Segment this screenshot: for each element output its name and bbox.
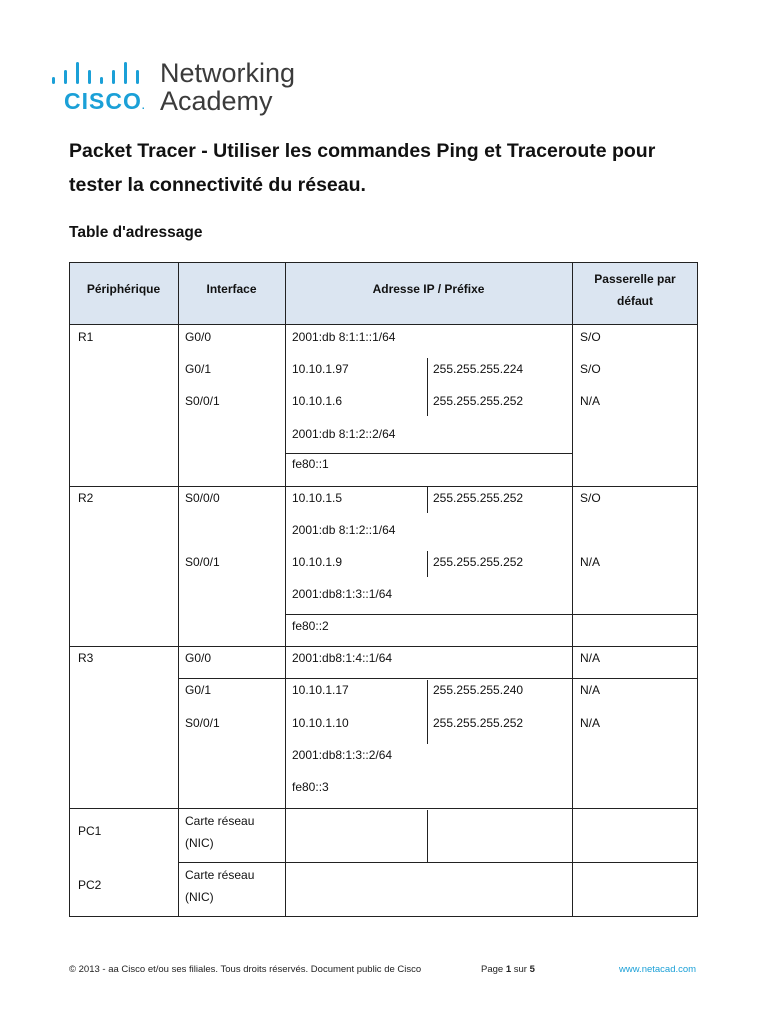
section-title: Table d'adressage bbox=[69, 224, 203, 241]
logo-academy-text: Academy bbox=[160, 86, 273, 116]
header-device: Périphérique bbox=[86, 282, 161, 296]
logo-networking-text: Networking bbox=[160, 58, 296, 88]
footer-website-link[interactable]: www.netacad.com bbox=[619, 964, 697, 975]
footer-page-number: Page 1 sur 5 bbox=[481, 964, 535, 975]
addressing-table: Périphérique Interface Adresse IP / Préfixe Passerelle par défaut R1 G0/0 2001:db 8:1:1::1/64 S/O G0/1 10.10.1.97 255.255.255.224 S/O S0/0/1 10.10.1.6 255.255.255.252 N/A 2001:db 8:1:2::2/64 fe80::1 R2 S0/0/0 10.10.1.5 255.255.255.252 S/O 2001:db 8:1:2::1/64 S0/0/1 10.10.1.9 255.255.255.252 N/A 2001:db8:1:3::1/64 fe80::2 R3 G0/0 2001:db8:1:4::1/64 N/A G0/1 10.10.1.17 255.255.255.240 N/A S0/0/1 10.10.1.10 255.255.255.252 N/A 2001:db8:1:3::2/64 fe80::3 PC1 Carte réseau (NIC) PC2 Carte réseau (NIC) bbox=[69, 262, 698, 917]
cisco-networking-academy-logo bbox=[52, 58, 312, 118]
header-ip-prefix: Adresse IP / Préfixe bbox=[372, 282, 485, 296]
document-title: Packet Tracer - Utiliser les commandes Ping et Traceroute pour tester la connectivité du réseau. bbox=[69, 140, 656, 196]
header-gateway: Passerelle par défaut bbox=[594, 272, 676, 308]
header-interface: Interface bbox=[206, 282, 257, 296]
cisco-wordmark: CISCO. bbox=[64, 88, 146, 114]
cisco-bridge-icon bbox=[52, 60, 144, 84]
footer-copyright: © 2013 - aa Cisco et/ou ses filiales. Tous droits réservés. Document public de Cisco bbox=[69, 964, 422, 975]
